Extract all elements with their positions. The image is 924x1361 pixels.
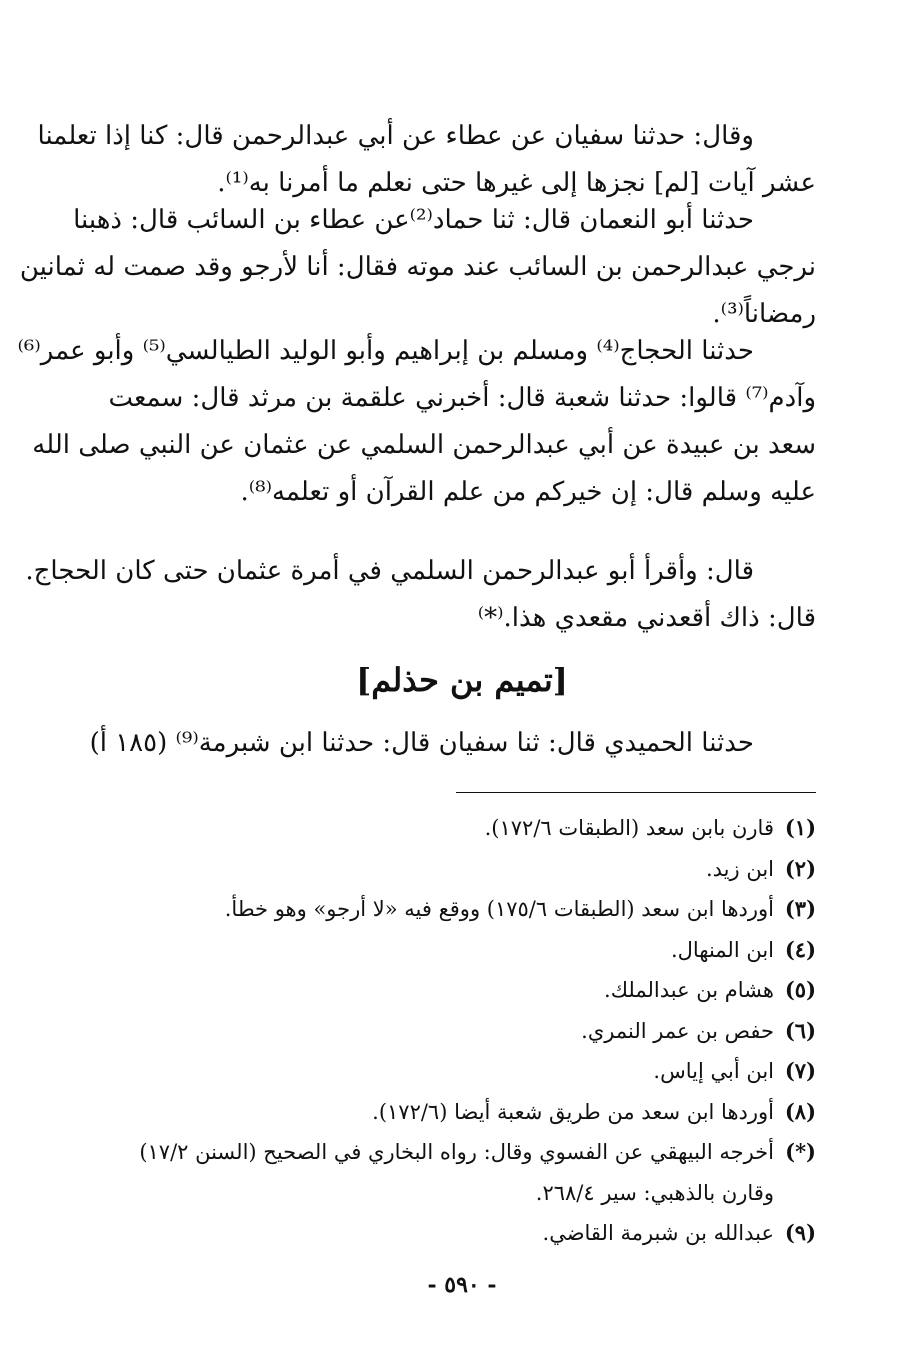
footnote (108, 1092, 816, 1133)
paragraph-3 (17, 328, 816, 516)
text-line: وآدم⁽⁷⁾ قالوا: حدثنا شعبة قال: أخبرني علقمة بن مرثد قال: سمعت (108, 383, 816, 413)
footnote-number: (٣) (784, 896, 816, 921)
text-line: عشر آيات [لم] نجزها إلى غيرها حتى نعلم ما أمرنا به⁽¹⁾. (217, 168, 816, 198)
footnote (108, 930, 816, 971)
text-line: رمضاناً⁽³⁾. (712, 299, 816, 329)
text-line: حدثنا الحجاج⁽⁴⁾ ومسلم بن إبراهيم وأبو الوليد الطيالسي⁽⁵⁾ وأبو عمر⁽⁶⁾ (17, 336, 754, 366)
footnote-number: (١) (784, 815, 816, 840)
footnote-number: (٤) (784, 936, 816, 962)
footnote (108, 849, 816, 890)
footnote-text: أوردها ابن سعد (الطبقات ١٧٥/٦) ووقع فيه «لا أرجو» وهو خطأ. (224, 897, 774, 921)
footnote-text: أوردها ابن سعد من طريق شعبة أيضا (١٧٢/٦). (372, 1099, 774, 1124)
footnote-text: حفص بن عمر النمري. (581, 1018, 774, 1043)
footnote-number: (٥) (784, 977, 816, 1002)
text-line: حدثنا الحميدي قال: ثنا سفيان قال: حدثنا ابن شبرمة⁽⁹⁾ (١٨٥ أ) (89, 728, 754, 758)
paragraph-4 (25, 548, 816, 642)
footnote-divider (456, 792, 816, 793)
footnote (108, 1213, 816, 1254)
footnote (108, 889, 816, 930)
paragraph-5 (89, 720, 816, 767)
paragraph-2 (19, 197, 816, 338)
footnotes (108, 808, 816, 1254)
text-line: نرجي عبدالرحمن بن السائب عند موته فقال: أنا لأرجو وقد صمت له ثمانين (19, 252, 816, 282)
footnote-text: عبدالله بن شبرمة القاضي. (542, 1221, 774, 1245)
paragraph-1 (37, 113, 816, 207)
footnote (108, 808, 816, 849)
footnote-text: ابن أبي إياس. (653, 1059, 774, 1083)
text-line: قال: ذاك أقعدني مقعدي هذا.⁽*⁾ (477, 603, 816, 633)
footnote-text: قارن بابن سعد (الطبقات ١٧٢/٦). (484, 816, 774, 840)
footnote-number: (٦) (784, 1017, 816, 1043)
footnote-continuation: وقارن بالذهبي: سير ٢٦٨/٤. (535, 1180, 774, 1205)
footnote-text: هشام بن عبدالملك. (604, 978, 774, 1002)
text-line: حدثنا أبو النعمان قال: ثنا حماد⁽²⁾عن عطاء بن السائب قال: ذهبنا (73, 205, 754, 235)
text-line: عليه وسلم قال: إن خيركم من علم القرآن أو تعلمه⁽⁸⁾. (240, 477, 816, 507)
page-number: - ٥٩٠ - (427, 1272, 497, 1298)
footnote-number: (٨) (784, 1098, 816, 1124)
footnote (108, 1051, 816, 1092)
footnote-text: أخرجه البيهقي عن الفسوي وقال: رواه البخاري في الصحيح (السنن ١٧/٢) (139, 1140, 774, 1164)
text-line: سعد بن عبيدة عن أبي عبدالرحمن السلمي عن عثمان عن النبي صلى الله (32, 430, 816, 460)
footnote-text: ابن المنهال. (670, 937, 774, 962)
text-line: قال: وأقرأ أبو عبدالرحمن السلمي في أمرة عثمان حتى كان الحجاج. (25, 556, 754, 586)
text-line: وقال: حدثنا سفيان عن عطاء عن أبي عبدالرحمن قال: كنا إذا تعلمنا (37, 121, 754, 151)
footnote-number: (*) (785, 1139, 816, 1164)
footnote-number: (٧) (784, 1058, 816, 1083)
footnote-text: ابن زيد. (705, 856, 774, 881)
section-heading: [تميم بن حذلم] (356, 661, 568, 699)
footnote (108, 1132, 816, 1173)
footnote-number: (٢) (784, 855, 816, 881)
footnote (108, 1011, 816, 1052)
footnote-number: (٩) (784, 1220, 816, 1245)
footnote (108, 970, 816, 1011)
